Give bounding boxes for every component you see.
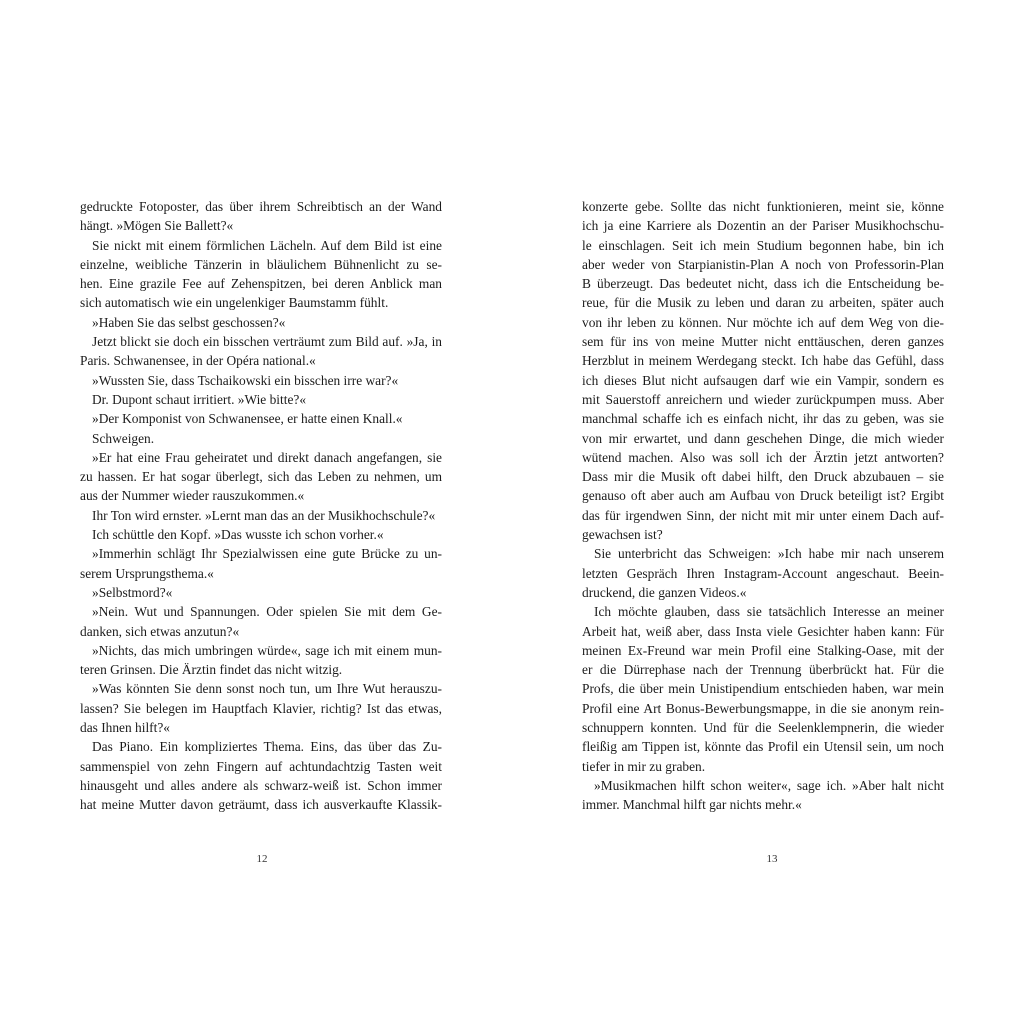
- text-line: Sie unterbricht das Schweigen: »Ich habe mir nach unserem: [594, 546, 944, 562]
- text-line: B überzeugt. Das bedeutet nicht, dass ich die Entscheidung be-: [582, 276, 944, 292]
- text-line: »Musikmachen hilft schon weiter«, sage ich. »Aber halt nicht: [594, 777, 944, 793]
- text-line: aber weder von Starpianistin-Plan A noch von Professorin-Plan: [582, 256, 944, 272]
- text-line: ich ja eine Karriere als Dozentin an der Pariser Musikhochschu-: [582, 218, 944, 234]
- text-line: reue, für die Musik zu leben und daran zu arbeiten, später auch: [582, 295, 944, 311]
- text-line: Profs, die über mein Unistipendium entschieden haben, war mein: [582, 681, 944, 697]
- text-line: »Nichts, das mich umbringen würde«, sage ich mit einem mun-: [92, 642, 442, 658]
- text-line: einzelne, weibliche Tänzerin in bläulichem Bühnenlicht zu se-: [80, 256, 442, 272]
- text-line: das Ihnen hilft?«: [80, 720, 170, 736]
- text-line: ich dieses Blut nicht aufsaugen darf wie ein Vampir, sondern es: [582, 372, 944, 388]
- text-line: wütend machen. Also was soll ich der Ärztin jetzt antworten?: [582, 449, 944, 465]
- text-line: druckend, die ganzen Videos.«: [582, 584, 747, 600]
- text-line: immer. Manchmal hilft gar nichts mehr.«: [582, 797, 802, 813]
- text-line: lassen? Sie belegen im Hauptfach Klavier, richtig? Ist das etwas,: [80, 700, 442, 716]
- left-page-number: 12: [256, 853, 268, 865]
- text-line: konzerte gebe. Sollte das nicht funktionieren, meint sie, könne: [582, 199, 944, 214]
- text-line: Herzblut in meinem Werdegang steckt. Ich habe das Gefühl, dass: [582, 353, 944, 369]
- text-line: Das Piano. Ein kompliziertes Thema. Eins, das über das Zu-: [92, 739, 442, 755]
- text-line: Jetzt blickt sie doch ein bisschen verträumt zum Bild auf. »Ja, in: [92, 334, 442, 350]
- text-line: sammenspiel von zehn Fingern auf achtundachtzig Tasten weit: [80, 758, 442, 774]
- text-line: fleißig am Tippen ist, könnte das Profil ein Utensil sein, um noch: [582, 739, 944, 755]
- left-page-text: [80, 197, 442, 815]
- text-line: »Selbstmord?«: [92, 584, 173, 600]
- text-line: Arbeit hat, weiß aber, dass Insta viele Gesichter haben kann: Für: [582, 623, 944, 639]
- text-line: Ich schüttle den Kopf. »Das wusste ich schon vorher.«: [92, 527, 384, 543]
- text-line: von ihr leben zu können. Nur möchte ich auf dem Weg von die-: [582, 314, 944, 330]
- text-line: letzten Gespräch Ihren Instagram-Account angeschaut. Beein-: [582, 565, 944, 581]
- text-line: Ich möchte glauben, dass sie tatsächlich Interesse an meiner: [594, 604, 944, 620]
- text-line: hängt. »Mögen Sie Ballett?«: [80, 218, 234, 234]
- right-page-text: [582, 197, 944, 815]
- text-line: »Haben Sie das selbst geschossen?«: [92, 314, 286, 330]
- text-line: hinausgeht und alles andere als schwarz-weiß ist. Schon immer: [80, 777, 442, 793]
- text-line: Ihr Ton wird ernster. »Lernt man das an der Musikhochschule?«: [92, 507, 436, 523]
- text-line: aus der Nummer wieder rauszukommen.«: [80, 488, 305, 504]
- text-line: serem Ursprungsthema.«: [80, 565, 214, 581]
- text-line: genauso oft aber auch am Aufbau von Druck beteiligt ist? Ergibt: [582, 488, 944, 504]
- text-line: Sie nickt mit einem förmlichen Lächeln. Auf dem Bild ist eine: [92, 237, 442, 253]
- text-line: tiefer in mir zu graben.: [582, 758, 706, 774]
- text-line: gewachsen ist?: [582, 527, 663, 543]
- text-line: Paris. Schwanensee, in der Opéra national.«: [80, 353, 316, 369]
- text-line: hen. Eine grazile Fee auf Zehenspitzen, bei deren Anblick man: [80, 276, 442, 292]
- text-line: meinen Ex-Freund war mein Profil eine Stalking-Oase, mit der: [582, 642, 944, 658]
- text-line: er die Dürrephase nach der Trennung überbrückt hat. Für die: [582, 662, 944, 678]
- text-line: von mir erwartet, und dann geschehen Dinge, die mich wieder: [582, 430, 944, 446]
- right-page: [512, 0, 1024, 1024]
- text-line: danken, sich etwas anzutun?«: [80, 623, 240, 639]
- text-line: »Was könnten Sie denn sonst noch tun, um Ihre Wut herauszu-: [92, 681, 442, 697]
- text-line: schnuppern konnten. Und für die Seelenklempnerin, die wieder: [582, 720, 944, 736]
- text-line: Dass mir die Musik oft dabei hilft, den Druck abzubauen – sie: [582, 469, 944, 485]
- text-line: manchmal schaffe ich es einfach nicht, ihr das zu geben, was sie: [582, 411, 944, 427]
- text-line: hat meine Mutter davon geträumt, dass ich ausverkaufte Klassik-: [80, 797, 442, 813]
- right-page-number: 13: [766, 853, 778, 865]
- text-line: Profil eine Art Bonus-Bewerbungsmappe, in die sie anonym rein-: [582, 700, 944, 716]
- text-line: Dr. Dupont schaut irritiert. »Wie bitte?«: [92, 391, 307, 407]
- text-line: sem für ins von meine Mutter nicht enttäuschen, deren ganzes: [582, 334, 944, 350]
- text-line: »Wussten Sie, dass Tschaikowski ein bisschen irre war?«: [92, 372, 399, 388]
- text-line: sich automatisch wie ein ungelenkiger Baumstamm fühlt.: [80, 295, 389, 311]
- text-line: teren Grinsen. Die Ärztin findet das nicht witzig.: [80, 662, 343, 678]
- text-line: le einschlagen. Seit ich mein Studium begonnen habe, bin ich: [582, 237, 944, 253]
- text-line: Schweigen.: [92, 430, 155, 446]
- text-line: das für irgendwen Sinn, der nicht mit mir unter einem Dach auf-: [582, 507, 944, 523]
- text-line: »Er hat eine Frau geheiratet und direkt danach angefangen, sie: [92, 449, 442, 465]
- text-line: gedruckte Fotoposter, das über ihrem Schreibtisch an der Wand: [80, 199, 442, 214]
- text-line: zu hassen. Er hat sogar überlegt, sich das Leben zu nehmen, um: [80, 469, 442, 485]
- text-line: »Nein. Wut und Spannungen. Oder spielen Sie mit dem Ge-: [92, 604, 442, 620]
- text-line: »Immerhin schlägt Ihr Spezialwissen eine gute Brücke zu un-: [92, 546, 442, 562]
- text-line: »Der Komponist von Schwanensee, er hatte einen Knall.«: [92, 411, 403, 427]
- text-line: mit Sauerstoff anreichern und wieder zurückpumpen muss. Aber: [582, 391, 944, 407]
